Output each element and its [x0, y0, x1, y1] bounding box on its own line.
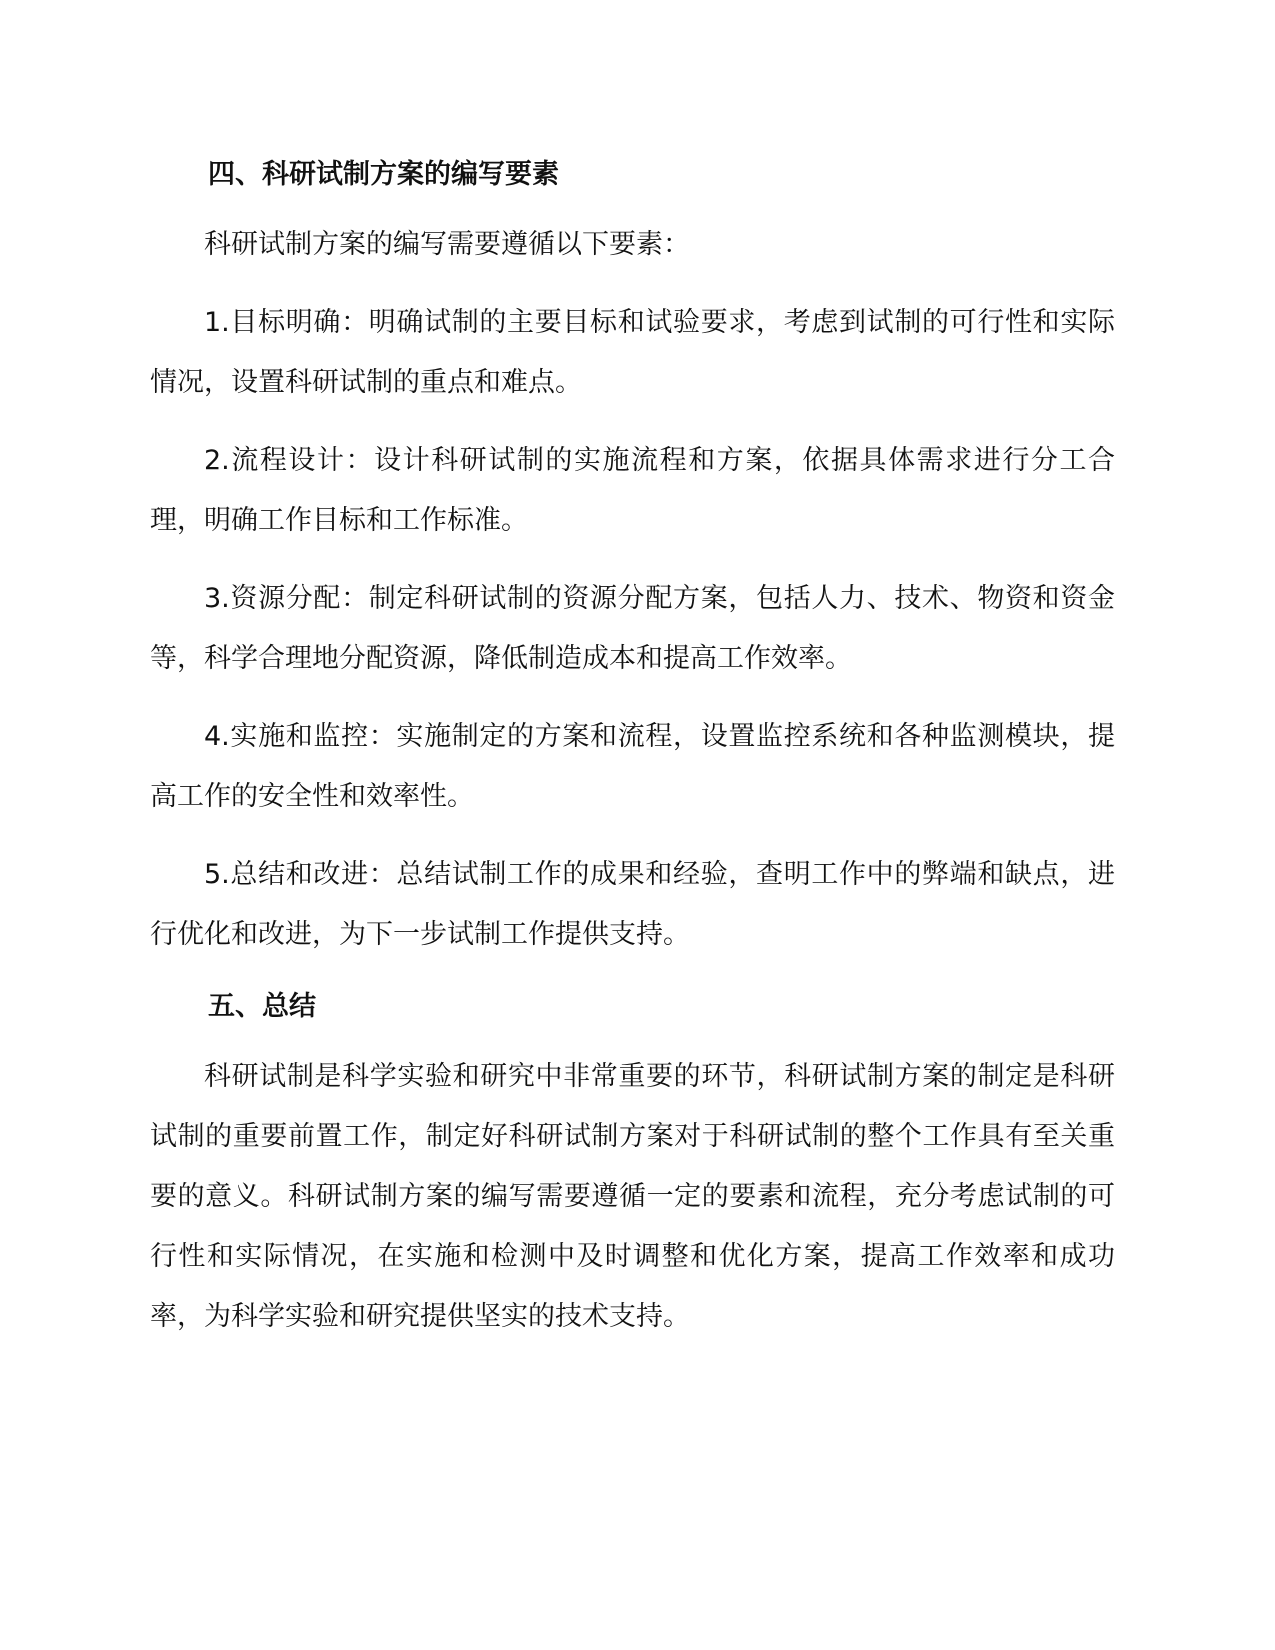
section-5-heading: 五、总结	[208, 991, 316, 1022]
list-item-5: 5.总结和改进：总结试制工作的成果和经验，查明工作中的弊端和缺点，进行优化和改进，为下一步试制工作提供支持。	[150, 859, 1115, 950]
list-item-2: 2.流程设计：设计科研试制的实施流程和方案，依据具体需求进行分工合理，明确工作目标和工作标准。	[150, 445, 1115, 536]
list-item-3: 3.资源分配：制定科研试制的资源分配方案，包括人力、技术、物资和资金等，科学合理地分配资源，降低制造成本和提高工作效率。	[150, 583, 1115, 674]
section-4-heading: 四、科研试制方案的编写要素	[208, 159, 559, 190]
section-4-intro: 科研试制方案的编写需要遵循以下要素：	[204, 229, 690, 260]
section-5-body: 科研试制是科学实验和研究中非常重要的环节，科研试制方案的制定是科研试制的重要前置工作，制定好科研试制方案对于科研试制的整个工作具有至关重要的意义。科研试制方案的编写需要遵循一定的要素和流程，充分考虑试制的可行性和实际情况，在实施和检测中及时调整和优化方案，提高工作效率和成功率，为科学实验和研究提供坚实的技术支持。	[150, 1061, 1115, 1332]
document-page	[150, 145, 1115, 1347]
list-item-4: 4.实施和监控：实施制定的方案和流程，设置监控系统和各种监测模块，提高工作的安全性和效率性。	[150, 721, 1115, 812]
list-item-1: 1.目标明确：明确试制的主要目标和试验要求，考虑到试制的可行性和实际情况，设置科研试制的重点和难点。	[150, 307, 1115, 398]
